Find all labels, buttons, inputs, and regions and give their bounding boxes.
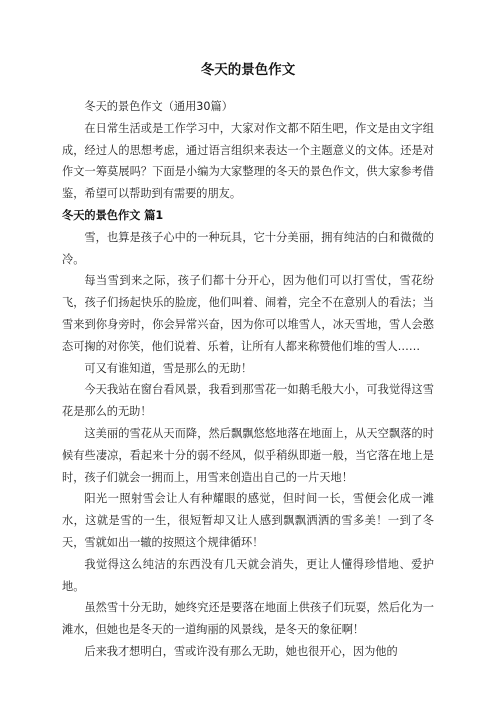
document-page: [62, 60, 434, 663]
body-paragraph: 可又有谁知道，雪是那么的无助！: [84, 361, 253, 375]
intro-paragraph: 在日常生活或是工作学习中，大家对作文都不陌生吧，作文是由文字组成，经过人的思想考虑，通过语言组织来表达一个主题意义的文体。还是对作文一筹莫展吗？下面是小编为大家整理的冬天的景色作文，供大家参考借鉴，希望可以帮助到有需要的朋友。: [62, 121, 434, 201]
subtitle-paragraph: 冬天的景色作文（通用30篇）: [84, 100, 233, 113]
body-paragraph: 阳光一照射雪会让人有种耀眼的感觉，但时间一长，雪便会化成一滩水，这就是雪的一生，很短暂却又让人感到飘飘洒洒的雪多美！一到了冬天，雪就如出一辙的按照这个规律循环！: [62, 492, 434, 549]
body-paragraph: 雪，也算是孩子心中的一种玩具，它十分美丽，拥有纯洁的白和微微的冷。: [62, 230, 434, 266]
body-paragraph: 虽然雪十分无助，她终究还是要落在地面上供孩子们玩耍，然后化为一滩水，但她也是冬天的一道绚丽的风景线，是冬天的象征啊！: [62, 601, 434, 637]
body-paragraph: 我觉得这么纯洁的东西没有几天就会消失，更让人懂得珍惜地、爱护地。: [62, 557, 434, 593]
body-paragraph: 后来我才想明白，雪或许没有那么无助，她也很开心，因为他的: [84, 644, 398, 658]
body-paragraph: 今天我站在窗台看风景，我看到那雪花一如鹅毛般大小，可我觉得这雪花是那么的无助！: [62, 383, 434, 419]
body-paragraph: 这美丽的雪花从天而降，然后飘飘悠悠地落在地面上，从天空飘落的时候有些凄凉，看起来十分的弱不经风，似乎稍纵即逝一般，当它落在地上是时，孩子们就会一拥而上，用雪来创造出自己的一片天地！: [62, 426, 434, 484]
section-heading: 冬天的景色作文 篇1: [62, 208, 164, 222]
body-paragraph: 每当雪到来之际，孩子们都十分开心，因为他们可以打雪仗，雪花纷飞，孩子们扬起快乐的脸庞，他们叫着、闹着，完全不在意别人的看法；当雪来到你身旁时，你会异常兴奋，因为你可以堆雪人，冰天雪地，雪人会憨态可掬的对你笑，他们说着、乐着，让所有人都来称赞他们堆的雪人……: [62, 274, 434, 353]
document-title: 冬天的景色作文: [200, 62, 296, 78]
